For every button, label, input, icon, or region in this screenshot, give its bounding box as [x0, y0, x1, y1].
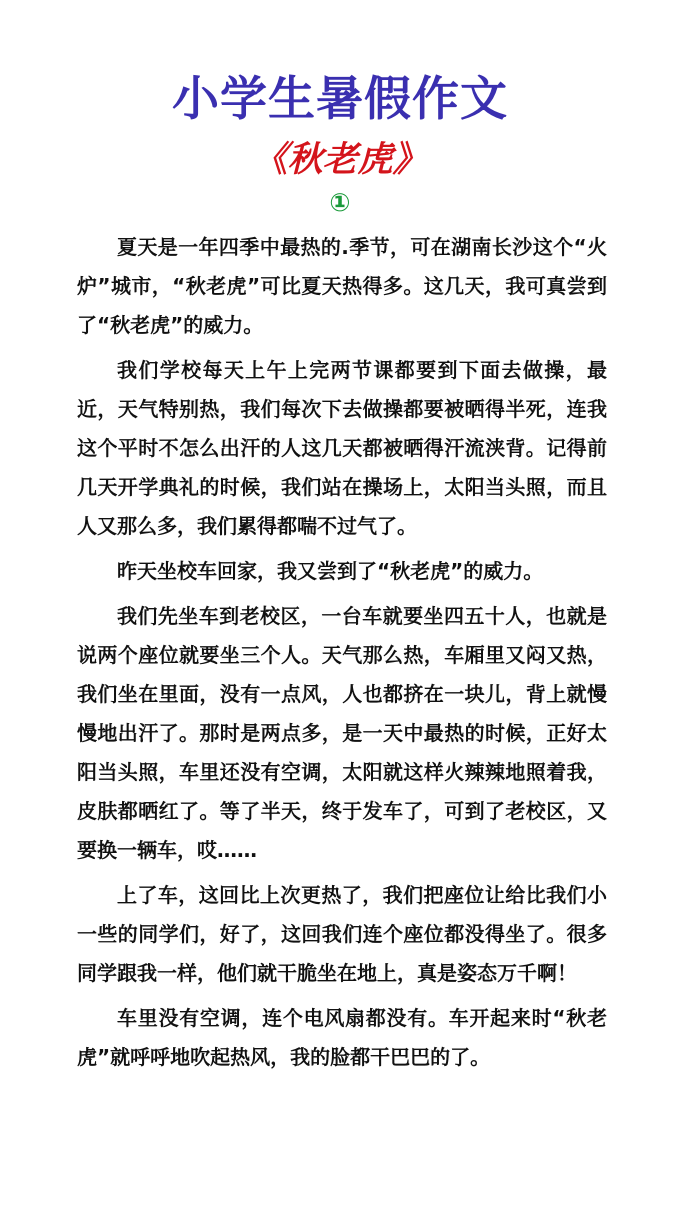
paragraph-4: 我们先坐车到老校区，一台车就要坐四五十人，也就是说两个座位就要坐三个人。天气那么热，车厢里又闷又热，我们坐在里面，没有一点风，人也都挤在一块儿，背上就慢慢地出汗了。那时是两点多，是一天中最热的时候，正好太阳当头照，车里还没有空调，太阳就这样火辣辣地照着我，皮肤都晒红了。等了半天，终于发车了，可到了老校区，又要换一辆车，哎…… [77, 604, 607, 862]
paragraph-3: 昨天坐校车回家，我又尝到了“秋老虎”的威力。 [117, 559, 544, 583]
article-body [77, 228, 607, 1083]
article-title: 小学生暑假作文 [172, 72, 508, 127]
paragraph-1: 夏天是一年四季中最热的.季节，可在湖南长沙这个“火炉”城市，“秋老虎”可比夏天热得多。这几天，我可真尝到了“秋老虎”的威力。 [77, 235, 607, 337]
article-subtitle: 《秋老虎》 [252, 140, 428, 180]
paragraph-5: 上了车，这回比上次更热了，我们把座位让给比我们小一些的同学们，好了，这回我们连个座位都没得坐了。很多同学跟我一样，他们就干脆坐在地上，真是姿态万千啊！ [77, 883, 607, 985]
section-number: ① [329, 188, 351, 217]
paragraph-2: 我们学校每天上午上完两节课都要到下面去做操，最近，天气特别热，我们每次下去做操都要被晒得半死，连我这个平时不怎么出汗的人这几天都被晒得汗流浃背。记得前几天开学典礼的时候，我们站在操场上，太阳当头照，而且人又那么多，我们累得都喘不过气了。 [77, 358, 607, 538]
paragraph-6: 车里没有空调，连个电风扇都没有。车开起来时“秋老虎”就呼呼地吹起热风，我的脸都干巴巴的了。 [77, 1006, 607, 1069]
